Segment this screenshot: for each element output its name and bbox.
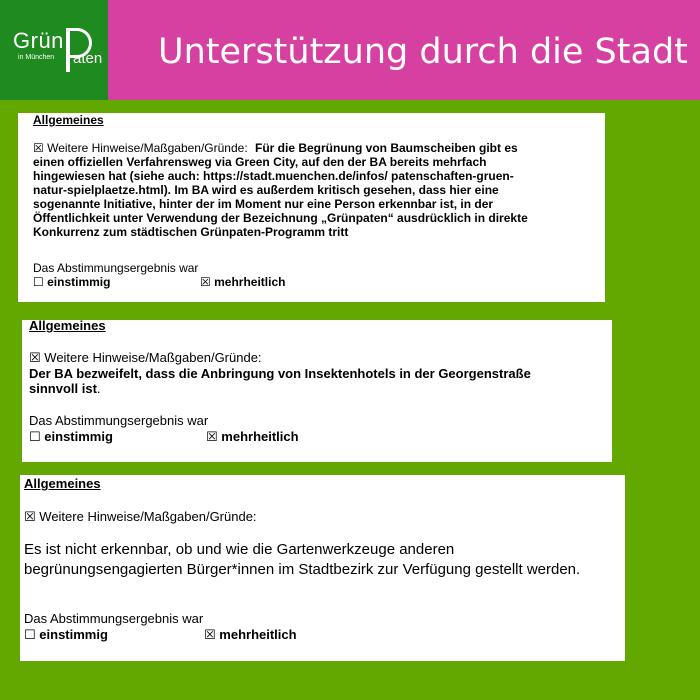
- option-majority: mehrheitlich: [219, 627, 297, 642]
- body-line: sogenannte Initiative, hinter der im Moment nur eine Person erkennbar ist, in der: [33, 197, 494, 211]
- unchecked-box-icon[interactable]: ☐: [29, 430, 41, 445]
- body-end: .: [96, 381, 101, 396]
- logo-paten-text: aten: [73, 50, 103, 67]
- hint-label: Weitere Hinweise/Maßgaben/Gründe:: [39, 509, 257, 524]
- body-line: Der BA bezweifelt, dass die Anbringung von Insektenhotels in der Georgenstraße: [29, 366, 531, 381]
- logo-text: Grün: [13, 28, 64, 53]
- card-1: [18, 113, 605, 302]
- option-majority: mehrheitlich: [214, 275, 286, 289]
- body-line: hingewiesen hat (siehe auch: https://stadt.muenchen.de/infos/ patenschaften-gruen-: [33, 169, 514, 183]
- vote-label: Das Abstimmungsergebnis war: [29, 413, 209, 428]
- body-line: Für die Begrünung von Baumscheiben gibt es: [255, 141, 518, 155]
- logo: [0, 0, 108, 100]
- card-heading: Allgemeines: [29, 318, 106, 333]
- body-line: Es ist nicht erkennbar, ob und wie die Gartenwerkzeuge anderen: [24, 541, 455, 558]
- vote-label: Das Abstimmungsergebnis war: [33, 261, 199, 275]
- body-line: sinnvoll ist: [29, 381, 97, 396]
- card-2: [22, 320, 612, 462]
- option-unanimous: einstimmig: [39, 627, 108, 642]
- body-line: begrünungsengagierten Bürger*innen im Stadtbezirk zur Verfügung gestellt werden.: [24, 561, 581, 578]
- title-bar: [108, 0, 700, 100]
- hint-label: Weitere Hinweise/Maßgaben/Gründe:: [44, 350, 262, 365]
- checked-box-icon: ☒: [24, 510, 36, 525]
- option-unanimous: einstimmig: [47, 275, 111, 289]
- checked-box-icon[interactable]: ☒: [204, 628, 216, 643]
- card-heading: Allgemeines: [33, 113, 104, 127]
- option-majority: mehrheitlich: [221, 429, 299, 444]
- body-line: Konkurrenz zum städtischen Grünpaten-Programm tritt: [33, 225, 349, 239]
- body-line: natur-spielplaetze.html). Im BA wird es außerdem kritisch gesehen, dass hier eine: [33, 183, 499, 197]
- checked-box-icon: ☒: [33, 141, 44, 155]
- hint-label: Weitere Hinweise/Maßgaben/Gründe:: [47, 141, 248, 155]
- checked-box-icon: ☒: [29, 351, 41, 366]
- body-line: Öffentlichkeit unter Verwendung der Bezeichnung „Grünpaten“ ausdrücklich in direkte: [33, 211, 528, 225]
- checked-box-icon[interactable]: ☒: [200, 275, 211, 289]
- unchecked-box-icon[interactable]: ☐: [33, 275, 44, 289]
- logo-subtext: in München: [18, 54, 55, 61]
- unchecked-box-icon[interactable]: ☐: [24, 628, 36, 643]
- checked-box-icon[interactable]: ☒: [206, 430, 218, 445]
- card-3: [20, 475, 625, 661]
- page-title: Unterstützung durch die Stadt: [158, 32, 688, 72]
- body-line: einen offiziellen Verfahrensweg via Green City, auf den der BA bereits mehrfach: [33, 155, 487, 169]
- vote-label: Das Abstimmungsergebnis war: [24, 611, 204, 626]
- option-unanimous: einstimmig: [44, 429, 113, 444]
- card-heading: Allgemeines: [24, 476, 101, 491]
